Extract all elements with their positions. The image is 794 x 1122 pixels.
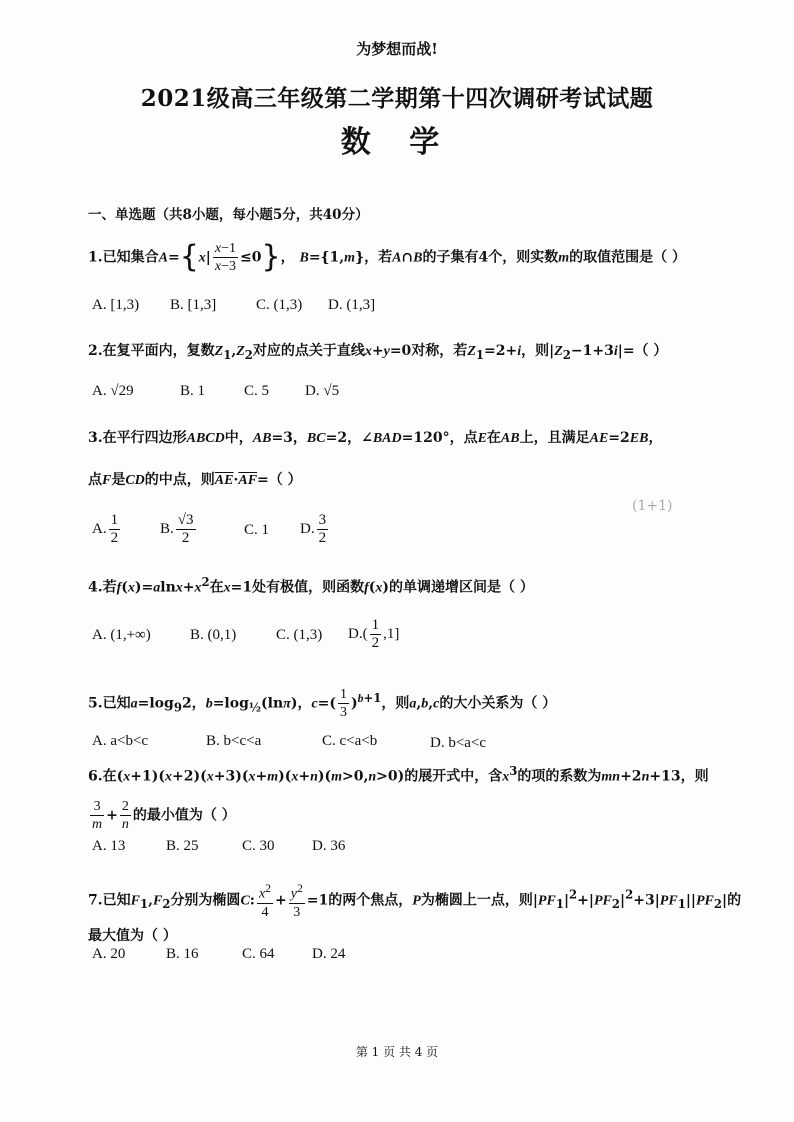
- slogan: 为梦想而战!: [356, 40, 438, 58]
- handwritten-mark: (1+1): [632, 498, 673, 514]
- q5-option-a: A. a<b<c: [92, 733, 149, 749]
- q6-option-b: B. 25: [166, 838, 199, 854]
- q4-option-c: C. (1,3): [276, 627, 323, 643]
- section-heading: 一、单选题（共8小题，每小题5分，共40分）: [88, 207, 369, 223]
- q4-option-d: D.( $\frac{1}{2}$ ,1]: [348, 617, 400, 651]
- q3-option-d: D. $\frac{3}{2}$: [300, 512, 327, 546]
- page-footer: 第 1 页 共 4 页: [355, 1045, 439, 1059]
- q2-option-a: A. √29: [92, 383, 134, 399]
- q1-option-c: C. (1,3): [256, 297, 303, 313]
- question-4: 4.若$f(x)=alnx+x^2$在x=1处有极值，则函数f(x)的单调递增区间是（ ）: [88, 575, 534, 596]
- question-7: 7.已知$F_1,F_2$分别为椭圆C: $\frac{x^2}{4}$ + $\frac{y^2}{3}$ =1的两个焦点，P为椭圆上一点，则$|PF_1|^2+|PF_2|^2+3|PF_1||PF_2|$的: [88, 882, 742, 920]
- q7-option-a: A. 20: [92, 946, 126, 962]
- q3-option-c: C. 1: [244, 522, 270, 538]
- question-5: 5.已知$a=\log_92$，$b=\log_{\frac{1}{2}}(\ln\pi)$，c=( $\frac{1}{3}$ )$^{b+1}$，则a,b,c的大小关系为（ ）: [88, 687, 557, 720]
- question-1: 1.已知集合A={x| $\frac{x-1}{x-3}$ ≤0}， B={1,m}，若A∩B的子集有4个，则实数m的取值范围是（ ）: [88, 239, 687, 275]
- q2-option-d: D. √5: [305, 383, 340, 399]
- question-3-line-2: 点F是CD的中点，则$\overline{AE}\cdot\overline{AF}=$（ ）: [88, 472, 302, 488]
- question-6: 6.在(x+1)(x+2)(x+3)(x+m)(x+n)(m>0,n>0)的展开式中，含$x^3$的项的系数为mn+2n+13，则: [88, 764, 709, 785]
- q1-option-b: B. [1,3]: [170, 297, 217, 313]
- q6-option-c: C. 30: [242, 838, 275, 854]
- q6-option-d: D. 36: [312, 838, 346, 854]
- exam-title: 2021级高三年级第二学期第十四次调研考试试题: [140, 85, 654, 112]
- q2-option-c: C. 5: [244, 383, 270, 399]
- q5-option-b: B. b<c<a: [206, 733, 262, 749]
- question-3-line-1: 3.在平行四边形ABCD中，AB=3，BC=2，∠BAD=120°，点E在AB上，且满足AE=2EB，: [88, 430, 663, 446]
- question-2: 2.在复平面内，复数$Z_1,Z_2$对应的点关于直线x+y=0对称，若$Z_1=2+i$，则$|Z_2-1+3i|=$（ ）: [88, 343, 668, 362]
- question-6-line-2: $\frac{3}{m}$ + $\frac{2}{n}$ 的最小值为（ ）: [92, 799, 236, 832]
- q4-option-a: A. (1,+∞): [92, 627, 151, 643]
- q7-option-c: C. 64: [242, 946, 275, 962]
- q1-option-a: A. [1,3): [92, 297, 140, 313]
- q7-option-d: D. 24: [312, 946, 346, 962]
- q5-option-c: C. c<a<b: [322, 733, 378, 749]
- subject-title: 数 学: [340, 125, 454, 160]
- q1-option-d: D. (1,3]: [328, 297, 376, 313]
- question-7-line-2: 最大值为（ ）: [88, 928, 177, 944]
- q5-option-d: D. b<a<c: [430, 735, 487, 751]
- q6-option-a: A. 13: [92, 838, 126, 854]
- q2-option-b: B. 1: [180, 383, 206, 399]
- q3-option-a: A. $\frac{1}{2}$: [92, 512, 119, 546]
- q4-option-b: B. (0,1): [190, 627, 237, 643]
- q7-option-b: B. 16: [166, 946, 199, 962]
- q3-option-b: B. $\frac{√3}{2}$: [160, 512, 194, 546]
